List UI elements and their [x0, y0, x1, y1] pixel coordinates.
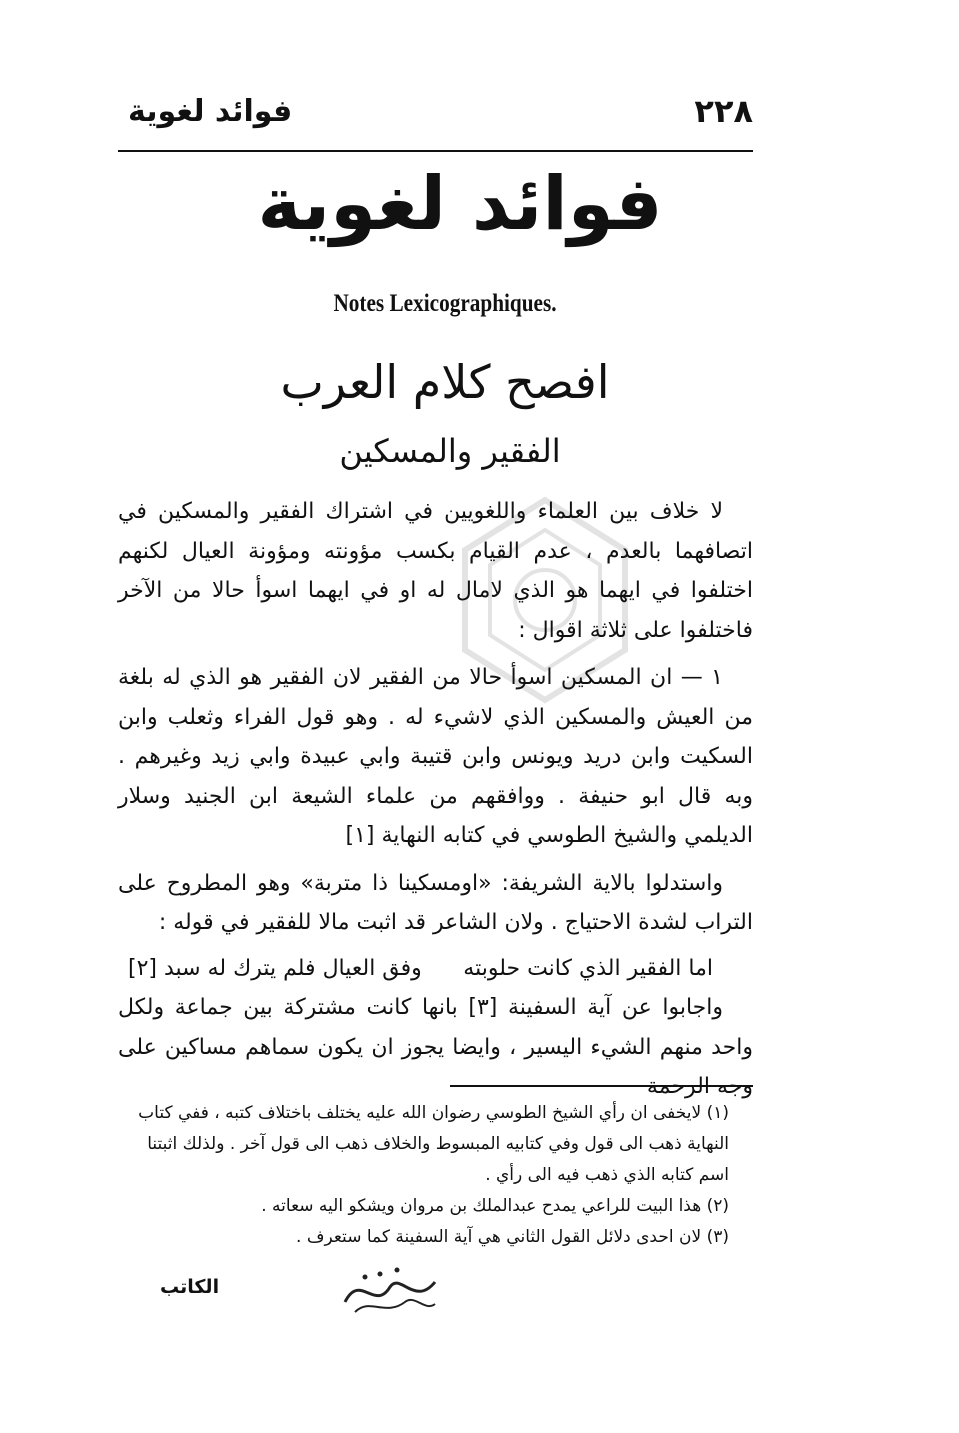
paragraph: واستدلوا بالاية الشريفة: «اومسكينا ذا متربة» وهو المطروح على التراب لشدة الاحتياج . ولان الشاعر قد اثبت مالا للفقير في قوله :: [118, 870, 753, 935]
calligraphic-title: فوائد لغوية: [257, 161, 663, 247]
paragraph: واجابوا عن آية السفينة [٣] بانها كانت مشتركة بين جماعة ولكل واحد منهم الشيء اليسير ، وايضا يجوز ان يكون سماهم مساكين على وجه الرحمة: [118, 995, 753, 1099]
section-heading: افصح كلام العرب: [280, 355, 610, 409]
author-signature-label: الكاتب: [160, 1276, 220, 1298]
footnote-1: (١) لايخفى ان رأي الشيخ الطوسي رضوان الله عليه يختلف باختلاف كتبه ، ففي كتاب النهاية ذهب الى قول وفي كتابيه المبسوط والخلاف ذهب الى قول آخر . ولذلك اثبتنا اسم كتابه الذي ذهب فيه الى رأي .: [138, 1103, 729, 1185]
page-number: ٢٢٨: [694, 92, 753, 130]
running-head-title: فوائد لغوية: [128, 94, 293, 129]
decorative-stamp-icon: [335, 1262, 445, 1322]
paragraph: لا خلاف بين العلماء واللغويين في اشتراك الفقير والمسكين في اتصافهما بالعدم ، عدم القيام بكسب مؤونته ومؤونة العيال لكنهم اختلفوا في ايهما هو الذي لامال له او في ايهما اسوأ حالا من الآخر فاختلفوا على ثلاثة اقوال :: [118, 499, 753, 643]
footnote-3: (٣) لان احدى دلائل القول الثاني هي آية السفينة كما ستعرف .: [296, 1227, 729, 1247]
footnote-2: (٢) هذا البيت للراعي يمدح عبدالملك بن مروان ويشكو اليه سعاته .: [261, 1196, 729, 1216]
poetry-verse: [118, 949, 753, 989]
verse-second-hemistich: وفق العيال فلم يترك له سبد [٢]: [128, 955, 422, 981]
latin-subtitle: Notes Lexicographiques.: [333, 290, 557, 317]
footnote-rule: [450, 1085, 753, 1087]
article-body: [118, 492, 753, 1107]
paragraph: ١ — ان المسكين اسوأ حالا من الفقير لان الفقير هو الذي له بلغة من العيش والمسكين الذي لاشيء له . وهو قول الفراء وثعلب وابن السكيت وابن دريد ويونس وابن قتيبة وابي عبيدة وابي زيد وغيرهم . وبه قال ابو حنيفة . ووافقهم من علماء الشيعة ابن الجنيد وسلار الديلمي والشيخ الطوسي في كتابه النهاية [١]: [118, 665, 753, 848]
sub-heading: الفقير والمسكين: [339, 432, 561, 470]
footnotes: [118, 1098, 753, 1253]
header-rule: [118, 150, 753, 152]
verse-first-hemistich: اما الفقير الذي كانت حلوبته: [463, 955, 713, 981]
running-head: [118, 92, 753, 140]
